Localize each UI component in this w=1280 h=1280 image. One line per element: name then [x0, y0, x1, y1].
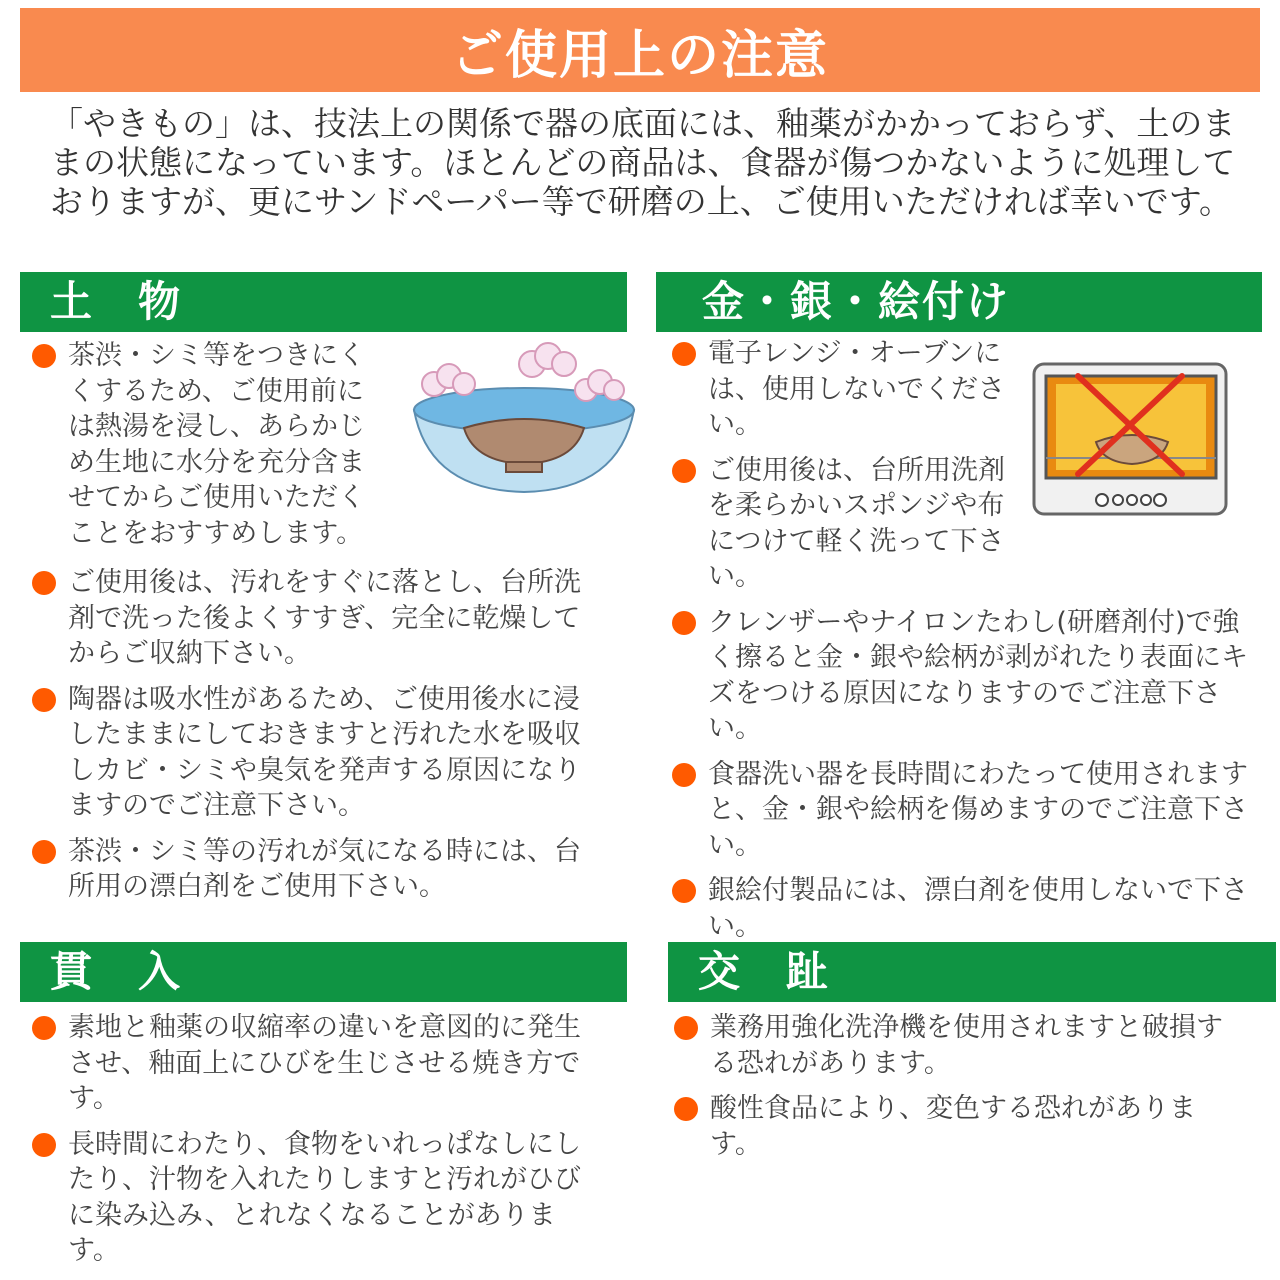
bullet-icon	[674, 1097, 698, 1121]
bowl-soaking-icon	[404, 340, 644, 500]
list-item: 陶器は吸水性があるため、ご使用後水に浸したままにしておきますと汚れた水を吸収しカビ・シミや臭気を発声する原因になりますのでご注意下さい。	[20, 682, 590, 824]
list-item: クレンザーやナイロンたわし(研磨剤付)で強く擦ると金・銀や絵柄が剥がれたり表面にキズをつける原因になりますのでご注意下さい。	[660, 605, 1250, 747]
bullet-icon	[32, 840, 56, 864]
list-item: 電子レンジ・オーブンには、使用しないでください。	[660, 336, 1008, 443]
bullet-icon	[32, 1133, 56, 1157]
list-item: 素地と釉薬の収縮率の違いを意図的に発生させ、釉面上にひびを生じさせる焼き方です。	[20, 1010, 590, 1117]
list-item: ご使用後は、汚れをすぐに落とし、台所洗剤で洗った後よくすすぎ、完全に乾燥してからご収納下さい。	[20, 565, 590, 672]
list-item: 長時間にわたり、食物をいれっぱなしにしたり、汁物を入れたりしますと汚れがひびに染み込み、とれなくなることがあります。	[20, 1127, 590, 1269]
section-header-kingin: 金・銀・絵付け	[656, 272, 1262, 332]
list-item: 業務用強化洗浄機を使用されますと破損する恐れがあります。	[662, 1010, 1242, 1081]
list-kannyu	[20, 1010, 590, 1279]
no-microwave-icon	[1032, 362, 1228, 518]
list-item: ご使用後は、台所用洗剤を柔らかいスポンジや布につけて軽く洗って下さい。	[660, 453, 1008, 595]
bullet-icon	[672, 611, 696, 635]
list-item: 茶渋・シミ等をつきにくくするため、ご使用前には熱湯を浸し、あらかじめ生地に水分を充分含ませてからご使用いただくことをおすすめします。	[20, 338, 390, 551]
bullet-icon	[672, 763, 696, 787]
page-title: ご使用上の注意	[450, 25, 829, 86]
bullet-icon	[672, 459, 696, 483]
bullet-icon	[32, 1016, 56, 1040]
list-item: 食器洗い器を長時間にわたって使用されますと、金・銀や絵柄を傷めますのでご注意下さい。	[660, 757, 1250, 864]
bullet-icon	[672, 342, 696, 366]
list-item: 酸性食品により、変色する恐れがあります。	[662, 1091, 1242, 1162]
section-header-kannyu: 貫 入	[20, 942, 627, 1002]
bullet-icon	[674, 1016, 698, 1040]
list-item: 銀絵付製品には、漂白剤を使用しないで下さい。	[660, 873, 1250, 944]
intro-text: 「やきもの」は、技法上の関係で器の底面には、釉薬がかかっておらず、土のままの状態になっています。ほとんどの商品は、食器が傷つかないように処理しておりますが、更にサンドペーパー等で研磨の上、ご使用いただければ幸いです。	[50, 104, 1236, 221]
bullet-icon	[32, 688, 56, 712]
bullet-icon	[32, 344, 56, 368]
list-item: 茶渋・シミ等の汚れが気になる時には、台所用の漂白剤をご使用下さい。	[20, 834, 590, 905]
section-header-tsuchimono: 土 物	[20, 272, 627, 332]
section-header-kochi: 交 趾	[668, 942, 1276, 1002]
title-banner	[20, 8, 1260, 92]
list-kochi	[662, 1010, 1242, 1172]
bullet-icon	[32, 571, 56, 595]
bullet-icon	[672, 879, 696, 903]
